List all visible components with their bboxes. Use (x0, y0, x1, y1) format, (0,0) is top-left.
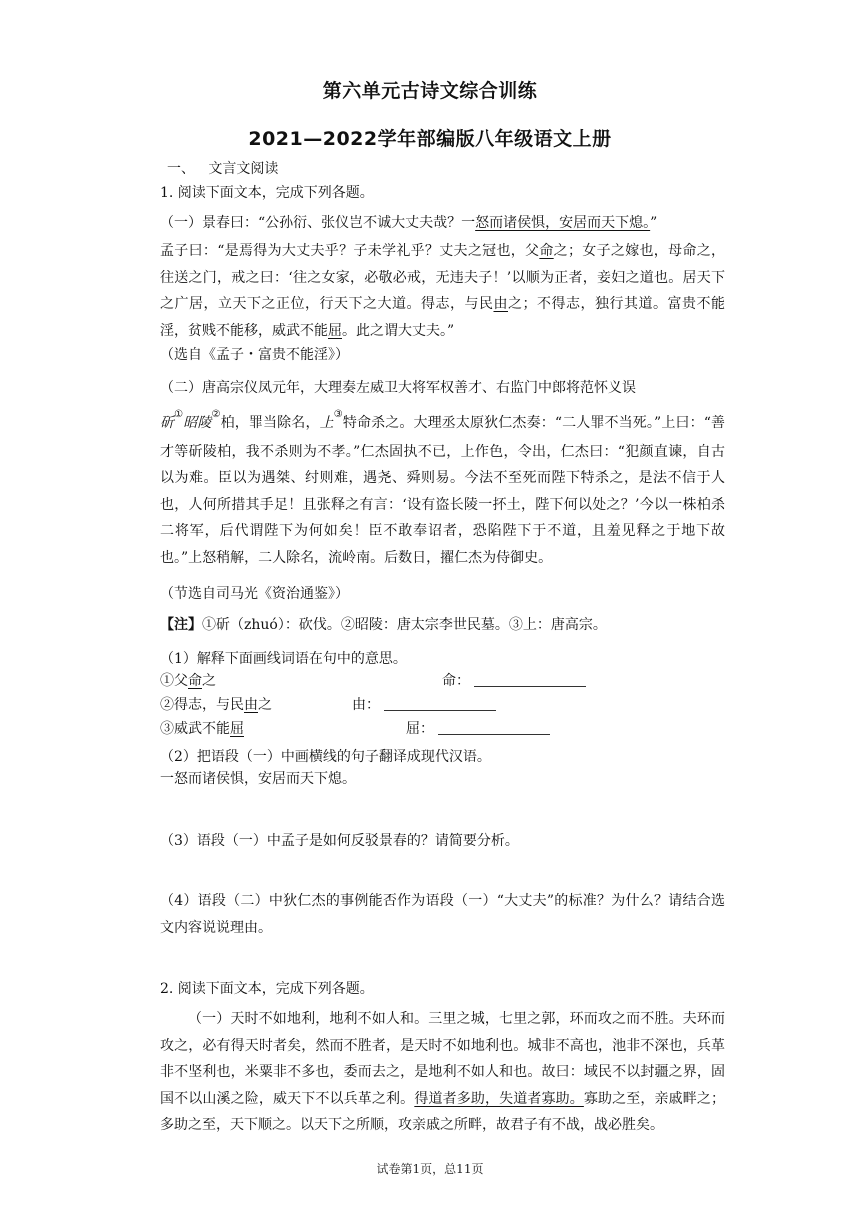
page-footer: 试卷第1页，总11页 (376, 1162, 484, 1176)
underlined-word: 命 (539, 243, 554, 259)
passage-text: 之；女子之嫁也，母命之，往送之门，戒之曰：‘往之女家，必敬必戒，无违夫子！’以顺为正者，妾妇之道也。居天下之广居，立天下之正位，行天下之大道。得志，与民 (160, 243, 726, 312)
passage-2-line1: （二）唐高宗仪凤元年，大理奏左威卫大将军权善才、右监门中郎将范怀义误 (160, 380, 636, 396)
page-title: 第六单元古诗文综合训练 (322, 80, 538, 102)
passage-text: （一）天时不如地利，地利不如人和。三里之城，七里之郭，环而攻之而不胜。夫环而攻之，必有得天时者矣，然而不胜者，是天时不如地利也。城非不高也，池非不深也，兵革非不坚利也，米粟非不多也，委而去之，是地利不如人和也。故曰：域民不以封疆之界，固国不以山溪之险，威天下不以兵革之利。 (160, 1011, 725, 1107)
passage-text: 。此之谓大丈夫。” (342, 322, 455, 339)
passage-q2 (160, 1006, 725, 1139)
answer-line[interactable] (438, 720, 550, 735)
footnote-marker: ③ (333, 409, 343, 420)
underlined-word: 屈 (230, 721, 244, 737)
passage-text: 之；不得志，独行其道。富贵不能淫，贫贱不能移，威武不能 (160, 296, 725, 339)
vocab-item-3 (160, 716, 244, 742)
question-2-prompt: 2. 阅读下面文本，完成下列各题。 (160, 981, 374, 997)
source-citation-2: （节选自司马光《资治通鉴》） (160, 586, 349, 602)
page-subtitle: 2021—2022学年部编版八年级语文上册 (248, 128, 612, 150)
subquestion-2: （2）把语段（一）中画横线的句子翻译成现代汉语。 (160, 749, 491, 765)
passage-text: 昭陵 (183, 415, 212, 431)
vocab-item-1 (160, 668, 216, 694)
subquestion-1: （1）解释下面画线词语在句中的意思。 (160, 651, 407, 667)
passage-text: 寡助之至，亲戚畔之；多助之至，天下顺之。以天下之所顺，攻亲戚之所畔，故君子有不战，战必胜矣。 (160, 1090, 726, 1133)
underlined-word: 屈 (328, 322, 342, 339)
answer-label: 命： (442, 673, 470, 689)
underlined-word: 由 (493, 296, 508, 312)
passage-text: 特命杀之。大理丞太原狄仁杰奏：“二人罪不当死。”上曰：“善才等斫陵柏，我不杀则为不孝。”仁杰固执不已，上作色，令出，仁杰曰：“犯颜直谏，自古以为难。臣以为遇桀、纣则难，遇尧、舜则易。今法不至死而陛下特杀之，是法不信于人也，人何所措其手足！且张释之有言：‘设有盗长陵一抔土，陛下何以处之？’今以一株柏杀二将军，后代谓陛下为何如矣！臣不敢奉诏者，恐陷陛下于不道，且羞见释之于地下故也。”上怒稍解，二人除名，流岭南。后数日，擢仁杰为侍御史。 (160, 415, 726, 566)
vocab-item-2 (160, 692, 272, 718)
item-text: ②得志，与民 (160, 697, 244, 713)
item-text: ①父 (160, 673, 188, 689)
passage-text: 斫 (160, 415, 175, 431)
answer-line[interactable] (474, 672, 586, 687)
passage-text: 上 (319, 415, 334, 431)
answer-label: 屈： (406, 721, 434, 737)
passage-text: 柏，罪当除名， (220, 415, 320, 431)
passage-1-mencius (160, 238, 725, 344)
item-text: ③威武不能 (160, 721, 230, 737)
footnote-marker: ② (211, 409, 221, 420)
note-label: 【注】 (160, 617, 202, 633)
footnote-marker: ① (174, 409, 184, 420)
passage-1-opening (160, 210, 657, 236)
answer-line[interactable] (384, 696, 496, 711)
passage-text: （一）景春曰：“公孙衍、张仪岂不诚大丈夫哉？一 (160, 215, 476, 231)
section-number: 一、 (167, 161, 195, 177)
section-heading (167, 156, 278, 182)
item-text: 之 (258, 697, 272, 713)
underlined-word: 命 (188, 673, 202, 689)
underlined-sentence: 得道者多助，失道者寡助。 (414, 1090, 584, 1107)
subquestion-4: （4）语段（二）中狄仁杰的事例能否作为语段（一）“大丈夫”的标准？为什么？请结合选文内容说说理由。 (160, 893, 725, 936)
underlined-sentence: 怒而诸侯惧，安居而天下熄。 (475, 215, 651, 231)
passage-2-body (160, 410, 725, 571)
source-citation-1: （选自《孟子・富贵不能淫》） (160, 347, 349, 363)
answer-blank-2[interactable] (352, 692, 496, 718)
answer-blank-1[interactable] (442, 668, 586, 694)
answer-blank-3[interactable] (406, 716, 550, 742)
passage-text: 孟子曰：“是焉得为大丈夫乎？子未学礼乎？丈夫之冠也，父 (160, 243, 540, 259)
answer-label: 由： (352, 697, 380, 713)
note-text: ①斫（zhuó）：砍伐。②昭陵：唐太宗李世民墓。③上：唐高宗。 (202, 617, 607, 633)
question-1-prompt: 1. 阅读下面文本，完成下列各题。 (160, 185, 374, 201)
passage-text: ” (650, 215, 658, 231)
section-name: 文言文阅读 (208, 161, 279, 177)
translation-sentence: 一怒而诸侯惧，安居而天下熄。 (160, 771, 356, 787)
item-text: 之 (202, 673, 216, 689)
underlined-word: 由 (244, 697, 258, 713)
annotation-note (160, 612, 607, 638)
subquestion-3: （3）语段（一）中孟子是如何反驳景春的？请简要分析。 (160, 833, 519, 849)
